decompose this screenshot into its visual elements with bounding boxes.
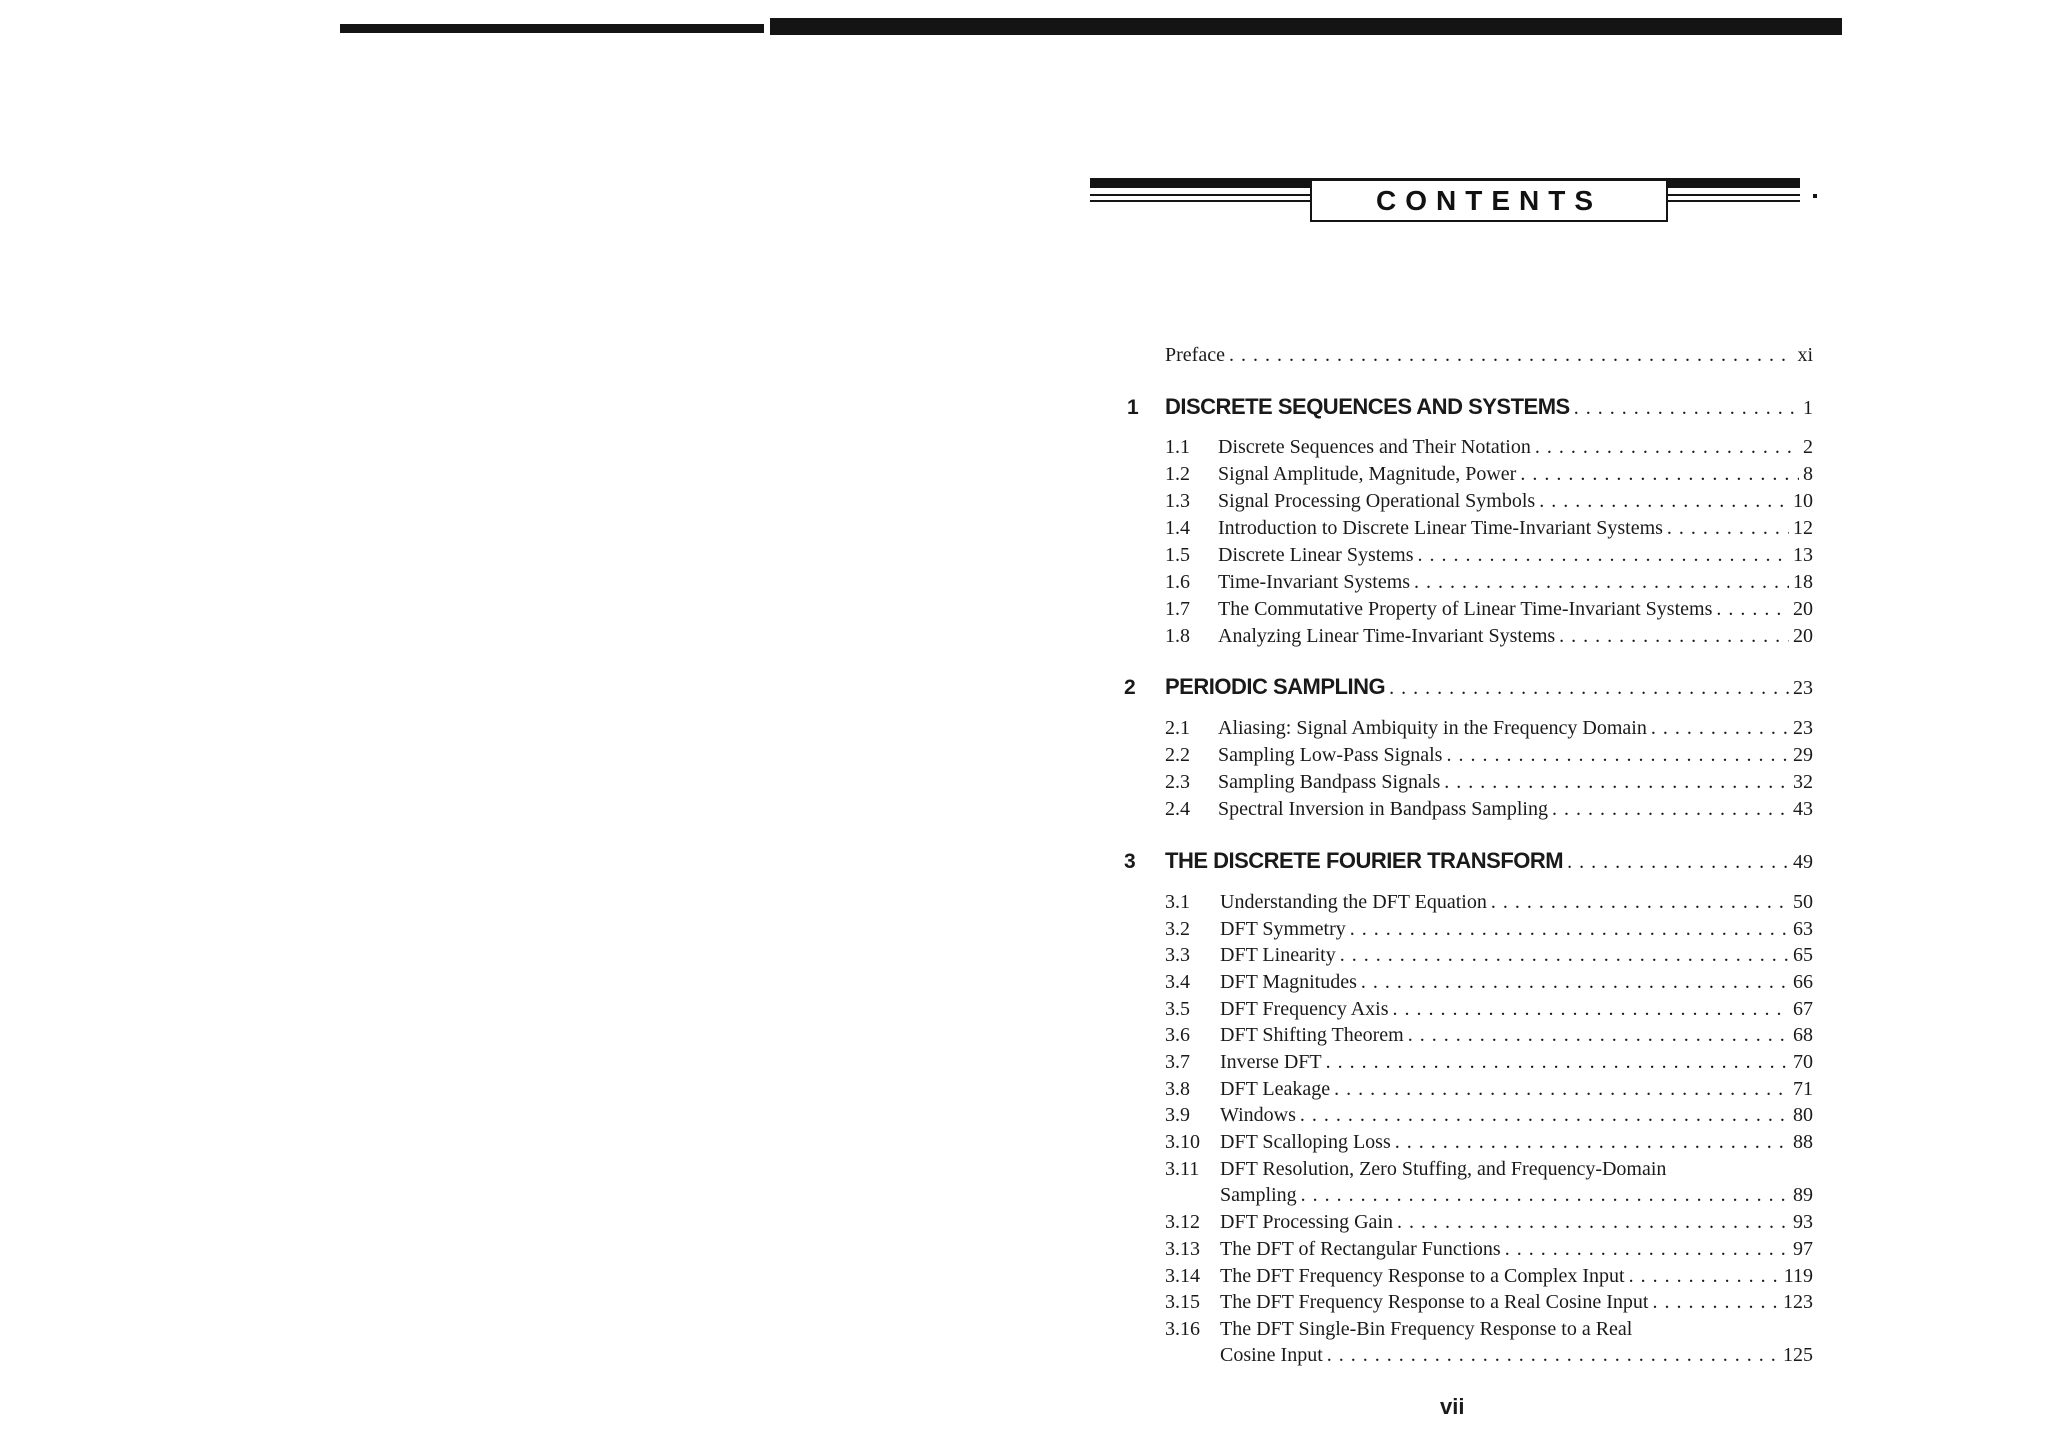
- section-page: 80: [1793, 1104, 1813, 1126]
- toc-section: [1218, 544, 1813, 567]
- dot-leader: [1350, 918, 1789, 941]
- contents-title: CONTENTS: [1376, 185, 1602, 216]
- toc-section: [1220, 1024, 1813, 1047]
- dot-leader: [1505, 1238, 1789, 1261]
- section-number: 3.13: [1165, 1238, 1200, 1260]
- section-number: 1.3: [1165, 490, 1190, 512]
- dot-leader: [1418, 544, 1790, 567]
- dot-leader: [1444, 771, 1789, 794]
- chapter-page: 23: [1793, 677, 1813, 699]
- dot-leader: [1389, 677, 1789, 700]
- section-number: 2.2: [1165, 744, 1190, 766]
- section-number: 2.4: [1165, 798, 1190, 820]
- section-page: 119: [1783, 1265, 1813, 1287]
- section-page: 20: [1793, 598, 1813, 620]
- section-page: 71: [1793, 1078, 1813, 1100]
- section-number: 3.3: [1165, 944, 1190, 966]
- section-page: 123: [1783, 1291, 1813, 1313]
- section-page: 68: [1793, 1024, 1813, 1046]
- section-title: DFT Frequency Axis: [1220, 998, 1389, 1020]
- dot-leader: [1446, 744, 1789, 767]
- section-page: 93: [1793, 1211, 1813, 1233]
- dot-leader: [1229, 344, 1793, 367]
- dot-leader: [1652, 1291, 1779, 1314]
- toc-chapter: [1165, 394, 1813, 420]
- section-page: 63: [1793, 918, 1813, 940]
- section-title: The Commutative Property of Linear Time-Invariant Systems: [1218, 598, 1713, 620]
- section-title: Understanding the DFT Equation: [1220, 891, 1487, 913]
- section-title: Discrete Linear Systems: [1218, 544, 1414, 566]
- section-number: 1.2: [1165, 463, 1190, 485]
- toc-preface: [1165, 344, 1813, 367]
- toc-section: [1218, 598, 1813, 621]
- toc-section: [1220, 971, 1813, 994]
- dot-leader: [1520, 463, 1799, 486]
- chapter-number: 1: [1127, 396, 1139, 419]
- toc-section: [1218, 490, 1813, 513]
- toc-section: [1218, 798, 1813, 821]
- section-number: 3.12: [1165, 1211, 1200, 1233]
- section-page: 12: [1793, 517, 1813, 539]
- section-title: Windows: [1220, 1104, 1296, 1126]
- toc-section: [1220, 1104, 1813, 1127]
- dot-leader: [1574, 397, 1799, 420]
- dot-leader: [1395, 1131, 1789, 1154]
- section-page: 65: [1793, 944, 1813, 966]
- dot-leader: [1651, 717, 1789, 740]
- toc-section: [1220, 1291, 1813, 1314]
- toc-section-continuation: [1220, 1344, 1813, 1367]
- section-page: 20: [1793, 625, 1813, 647]
- section-number: 3.16: [1165, 1318, 1200, 1340]
- toc-section: [1218, 625, 1813, 648]
- section-number: 3.6: [1165, 1024, 1190, 1046]
- section-title: Time-Invariant Systems: [1218, 571, 1411, 593]
- dot-leader: [1397, 1211, 1789, 1234]
- section-number: 3.15: [1165, 1291, 1200, 1313]
- chapter-number: 3: [1124, 850, 1136, 873]
- chapter-title: PERIODIC SAMPLING: [1165, 674, 1386, 699]
- dot-leader: [1629, 1265, 1780, 1288]
- chapter-page: 49: [1793, 851, 1813, 873]
- section-page: 66: [1793, 971, 1813, 993]
- section-number: 3.1: [1165, 891, 1190, 913]
- dot-leader: [1327, 1344, 1779, 1367]
- dot-leader: [1567, 851, 1789, 874]
- section-number: 3.5: [1165, 998, 1190, 1020]
- toc-section: [1220, 918, 1813, 941]
- section-page: 50: [1793, 891, 1813, 913]
- dot-leader: [1667, 517, 1789, 540]
- dot-leader: [1539, 490, 1789, 513]
- dot-leader: [1393, 998, 1789, 1021]
- section-number: 3.4: [1165, 971, 1190, 993]
- toc-section: [1218, 436, 1813, 459]
- toc-section: [1218, 744, 1813, 767]
- section-number: 2.3: [1165, 771, 1190, 793]
- section-page: 89: [1793, 1184, 1813, 1206]
- section-title: DFT Resolution, Zero Stuffing, and Frequency-Domain: [1220, 1158, 1667, 1180]
- dot-leader: [1361, 971, 1789, 994]
- section-page: 29: [1793, 744, 1813, 766]
- toc-section: [1218, 571, 1813, 594]
- section-page: 67: [1793, 998, 1813, 1020]
- section-title: DFT Magnitudes: [1220, 971, 1357, 993]
- toc-section: [1218, 463, 1813, 486]
- dot-leader: [1326, 1051, 1789, 1074]
- section-title: Aliasing: Signal Ambiquity in the Frequency Domain: [1218, 717, 1647, 739]
- dot-leader: [1552, 798, 1789, 821]
- section-number: 3.14: [1165, 1265, 1200, 1287]
- section-title: DFT Shifting Theorem: [1220, 1024, 1404, 1046]
- section-title: Sampling Low-Pass Signals: [1218, 744, 1443, 766]
- section-title: DFT Linearity: [1220, 944, 1336, 966]
- section-title-continued: Cosine Input: [1220, 1344, 1323, 1366]
- section-page: 13: [1793, 544, 1813, 566]
- dot-leader: [1716, 598, 1789, 621]
- section-title: Analyzing Linear Time-Invariant Systems: [1218, 625, 1556, 647]
- toc-chapter: [1165, 848, 1813, 874]
- section-number: 2.1: [1165, 717, 1190, 739]
- section-page: 2: [1803, 436, 1813, 458]
- toc-section: [1220, 1238, 1813, 1261]
- section-number: 3.7: [1165, 1051, 1190, 1073]
- toc-section: [1218, 771, 1813, 794]
- section-title: Introduction to Discrete Linear Time-Invariant Systems: [1218, 517, 1663, 539]
- section-number: 1.5: [1165, 544, 1190, 566]
- toc-section: [1220, 1211, 1813, 1234]
- dot-leader: [1334, 1078, 1789, 1101]
- section-page: 23: [1793, 717, 1813, 739]
- section-page: 43: [1793, 798, 1813, 820]
- toc-chapter: [1165, 674, 1813, 700]
- toc-section: [1220, 1265, 1813, 1288]
- section-title: Spectral Inversion in Bandpass Sampling: [1218, 798, 1548, 820]
- section-number: 3.10: [1165, 1131, 1200, 1153]
- dot-leader: [1491, 891, 1789, 914]
- dot-leader: [1301, 1184, 1789, 1207]
- toc-section: [1220, 944, 1813, 967]
- toc-section: [1220, 1078, 1813, 1101]
- section-title: Signal Processing Operational Symbols: [1218, 490, 1536, 512]
- section-number: 1.4: [1165, 517, 1190, 539]
- section-number: 1.6: [1165, 571, 1190, 593]
- section-number: 1.7: [1165, 598, 1190, 620]
- chapter-number: 2: [1124, 676, 1136, 699]
- toc-section: [1220, 1131, 1813, 1154]
- page-number: vii: [1440, 1394, 1465, 1419]
- toc-section: [1220, 891, 1813, 914]
- dot-leader: [1408, 1024, 1789, 1047]
- preface-page: xi: [1797, 344, 1813, 366]
- section-page: 32: [1793, 771, 1813, 793]
- section-number: 3.2: [1165, 918, 1190, 940]
- section-page: 8: [1803, 463, 1813, 485]
- toc-section: [1218, 517, 1813, 540]
- section-title: Sampling Bandpass Signals: [1218, 771, 1441, 793]
- toc-section-title-line: [1220, 1318, 1813, 1341]
- section-number: 1.8: [1165, 625, 1190, 647]
- contents-title-box: [1310, 181, 1668, 222]
- top-rule-right: [770, 18, 1842, 35]
- toc-section-title-line: [1220, 1158, 1813, 1181]
- dot-leader: [1340, 944, 1789, 967]
- section-title: DFT Scalloping Loss: [1220, 1131, 1391, 1153]
- toc-section: [1220, 998, 1813, 1021]
- toc-section-continuation: [1220, 1184, 1813, 1207]
- dot-leader: [1535, 436, 1799, 459]
- section-number: 3.9: [1165, 1104, 1190, 1126]
- section-title: DFT Leakage: [1220, 1078, 1331, 1100]
- chapter-page: 1: [1803, 397, 1813, 419]
- section-page: 18: [1793, 571, 1813, 593]
- section-number: 3.11: [1165, 1158, 1200, 1180]
- section-title: DFT Processing Gain: [1220, 1211, 1393, 1233]
- toc-section: [1220, 1051, 1813, 1074]
- section-title: The DFT Frequency Response to a Real Cosine Input: [1220, 1291, 1649, 1313]
- section-page: 88: [1793, 1131, 1813, 1153]
- section-title: Signal Amplitude, Magnitude, Power: [1218, 463, 1517, 485]
- chapter-title: DISCRETE SEQUENCES AND SYSTEMS: [1165, 394, 1570, 419]
- section-title-continued: Sampling: [1220, 1184, 1297, 1206]
- preface-label: Preface: [1165, 344, 1225, 366]
- section-page: 10: [1793, 490, 1813, 512]
- section-title: DFT Symmetry: [1220, 918, 1346, 940]
- section-title: The DFT of Rectangular Functions: [1220, 1238, 1501, 1260]
- section-page: 97: [1793, 1238, 1813, 1260]
- section-title: Discrete Sequences and Their Notation: [1218, 436, 1531, 458]
- dot-leader: [1559, 625, 1789, 648]
- section-number: 3.8: [1165, 1078, 1190, 1100]
- chapter-title: THE DISCRETE FOURIER TRANSFORM: [1165, 848, 1564, 873]
- contents-header: [1090, 176, 1800, 226]
- section-number: 1.1: [1165, 436, 1190, 458]
- section-title: Inverse DFT: [1220, 1051, 1322, 1073]
- dot-leader: [1414, 571, 1789, 594]
- section-title: The DFT Single-Bin Frequency Response to a Real: [1220, 1318, 1633, 1340]
- header-dot: [1813, 194, 1817, 198]
- section-title: The DFT Frequency Response to a Complex Input: [1220, 1265, 1625, 1287]
- toc-section: [1218, 717, 1813, 740]
- dot-leader: [1300, 1104, 1789, 1127]
- top-rule-left: [340, 24, 764, 33]
- section-page: 125: [1783, 1344, 1813, 1366]
- section-page: 70: [1793, 1051, 1813, 1073]
